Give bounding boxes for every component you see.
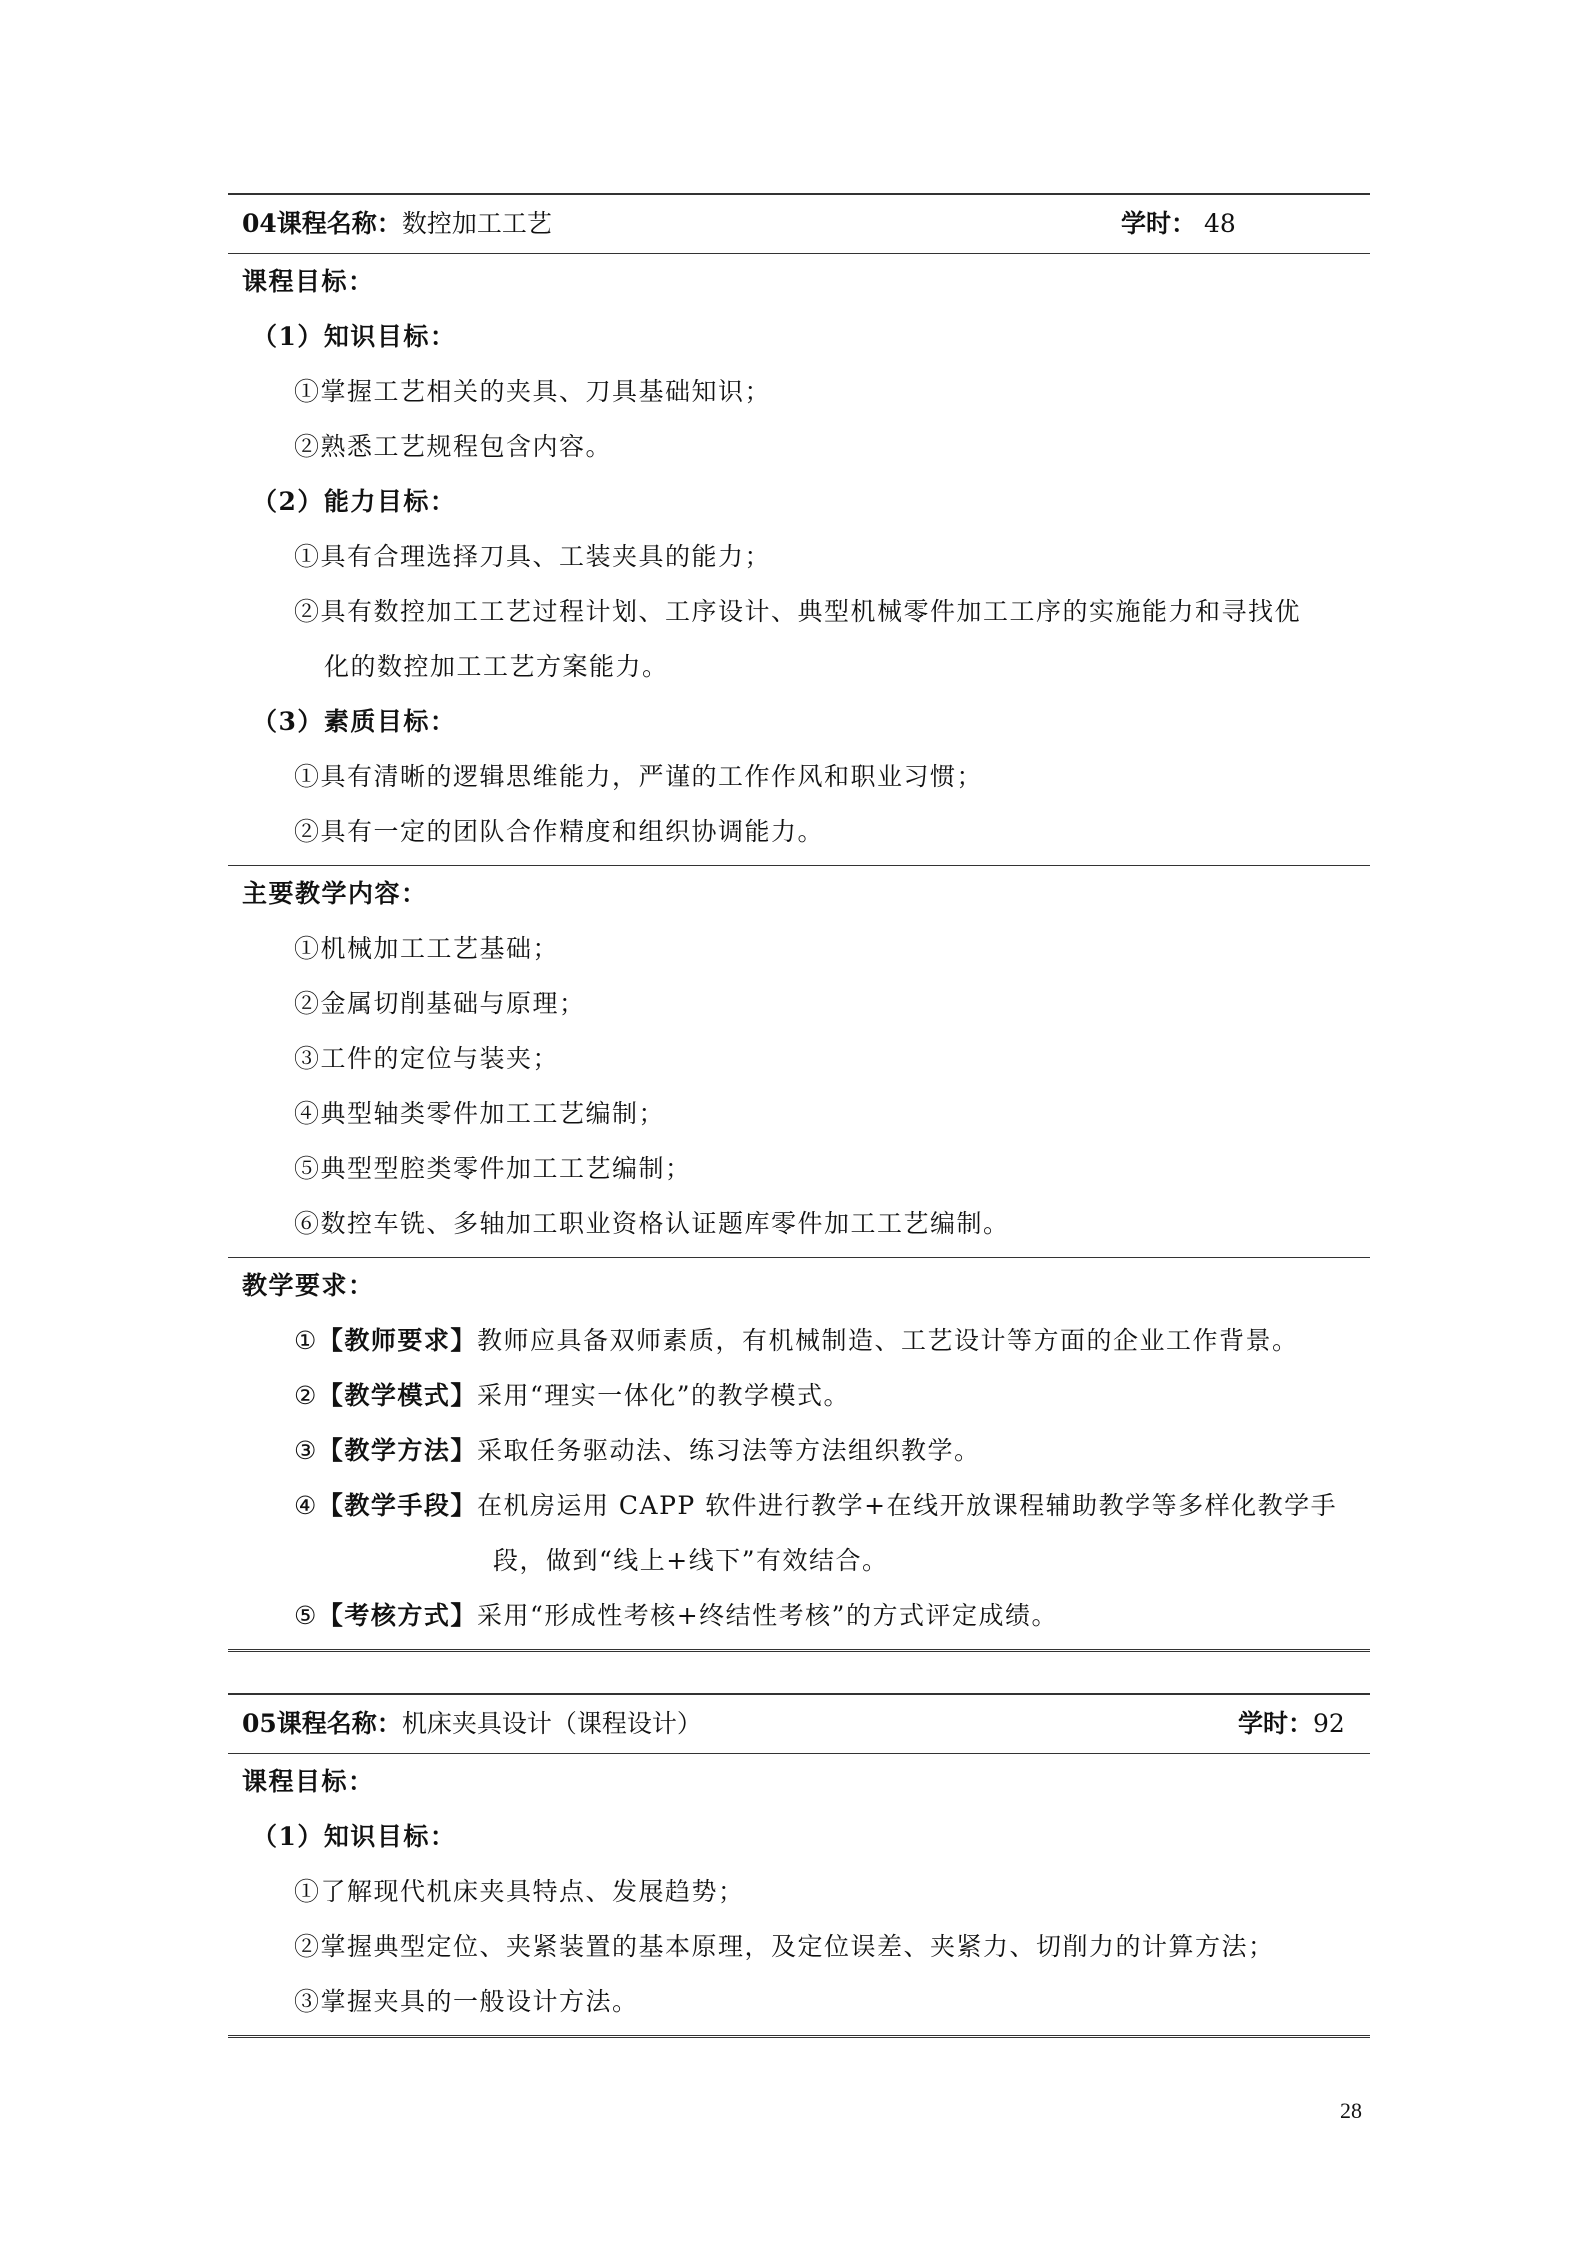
requirement-item [228,1423,1370,1478]
table-bottom-rule [228,1649,1370,1652]
req-number: ② [294,1381,318,1410]
hours-value: 48 [1203,209,1236,238]
list-item: ①掌握工艺相关的夹具、刀具基础知识； [294,377,772,406]
course-name-label: 课程名称： [276,209,402,238]
req-tag: 【教师要求】 [317,1326,477,1355]
quality-goals-title: （3）素质目标： [252,707,457,736]
req-text: 在机房运用 CAPP 软件进行教学+在线开放课程辅助教学等多样化教学手 [476,1491,1338,1520]
requirement-item [228,1368,1370,1423]
content-title: 主要教学内容： [242,879,428,908]
requirement-item [228,1313,1370,1368]
list-item: ⑥数控车铣、多轴加工职业资格认证题库零件加工工艺编制。 [294,1209,1010,1238]
list-item: ④典型轴类零件加工工艺编制； [294,1099,666,1128]
course-name: 机床夹具设计（课程设计） [401,1709,702,1738]
hours-label: 学时： [1238,1709,1314,1738]
req-tag: 【教学模式】 [317,1381,477,1410]
req-text: 采取任务驱动法、练习法等方法组织教学。 [476,1436,981,1465]
page-number: 28 [1340,2098,1362,2123]
goals-title: 课程目标： [242,1767,375,1796]
course-number: 04 [242,209,277,238]
list-item: ③工件的定位与装夹； [294,1044,560,1073]
teaching-requirements-section [228,1258,1370,1649]
req-number: ① [294,1326,318,1355]
req-tag: 【教学手段】 [317,1491,477,1520]
list-item: ②具有数控加工工艺过程计划、工序设计、典型机械零件加工工序的实施能力和寻找优 [294,597,1302,626]
list-item: ⑤典型型腔类零件加工工艺编制； [294,1154,692,1183]
list-item: ②具有一定的团队合作精度和组织协调能力。 [294,817,825,846]
goals-title: 课程目标： [242,267,375,296]
knowledge-goals-title: （1）知识目标： [252,1822,457,1851]
course-block-05 [228,1693,1370,2038]
req-number: ③ [294,1436,318,1465]
course-header [228,195,1370,253]
req-tag: 【考核方式】 [317,1601,477,1630]
requirements-title: 教学要求： [242,1271,375,1300]
course-block-04 [228,193,1370,1652]
course-header [228,1695,1370,1753]
req-tag: 【教学方法】 [317,1436,477,1465]
hours-value: 92 [1313,1709,1345,1738]
list-item: ①具有清晰的逻辑思维能力，严谨的工作作风和职业习惯； [294,762,984,791]
course-goals-section [228,254,1370,865]
list-item: ①了解现代机床夹具特点、发展趋势； [294,1877,745,1906]
req-number: ④ [294,1491,318,1520]
list-item: ②金属切削基础与原理； [294,989,586,1018]
list-item: ①机械加工工艺基础； [294,934,560,963]
requirement-item [228,1588,1370,1643]
req-text: 教师应具备双师素质，有机械制造、工艺设计等方面的企业工作背景。 [476,1326,1299,1355]
list-item: ①具有合理选择刀具、工装夹具的能力； [294,542,772,571]
req-text: 采用“理实一体化”的教学模式。 [476,1381,851,1410]
knowledge-goals-title: （1）知识目标： [252,322,457,351]
list-item: ②掌握典型定位、夹紧装置的基本原理，及定位误差、夹紧力、切削力的计算方法； [294,1932,1275,1961]
course-name-label: 课程名称： [276,1709,402,1738]
table-bottom-rule [228,2035,1370,2038]
hours-label: 学时： [1121,209,1197,238]
list-item: ②熟悉工艺规程包含内容。 [294,432,613,461]
course-name: 数控加工工艺 [401,209,552,238]
list-item: ③掌握夹具的一般设计方法。 [294,1987,639,2016]
requirement-item [228,1478,1370,1533]
ability-goals-title: （2）能力目标： [252,487,457,516]
req-number: ⑤ [294,1601,318,1630]
req-text: 采用“形成性考核+终结性考核”的方式评定成绩。 [476,1601,1058,1630]
course-goals-section [228,1754,1370,2035]
course-number: 05 [242,1709,277,1738]
list-item-continuation: 化的数控加工工艺方案能力。 [324,652,669,681]
teaching-content-section [228,866,1370,1257]
requirement-continuation: 段，做到“线上+线下”有效结合。 [493,1546,889,1575]
